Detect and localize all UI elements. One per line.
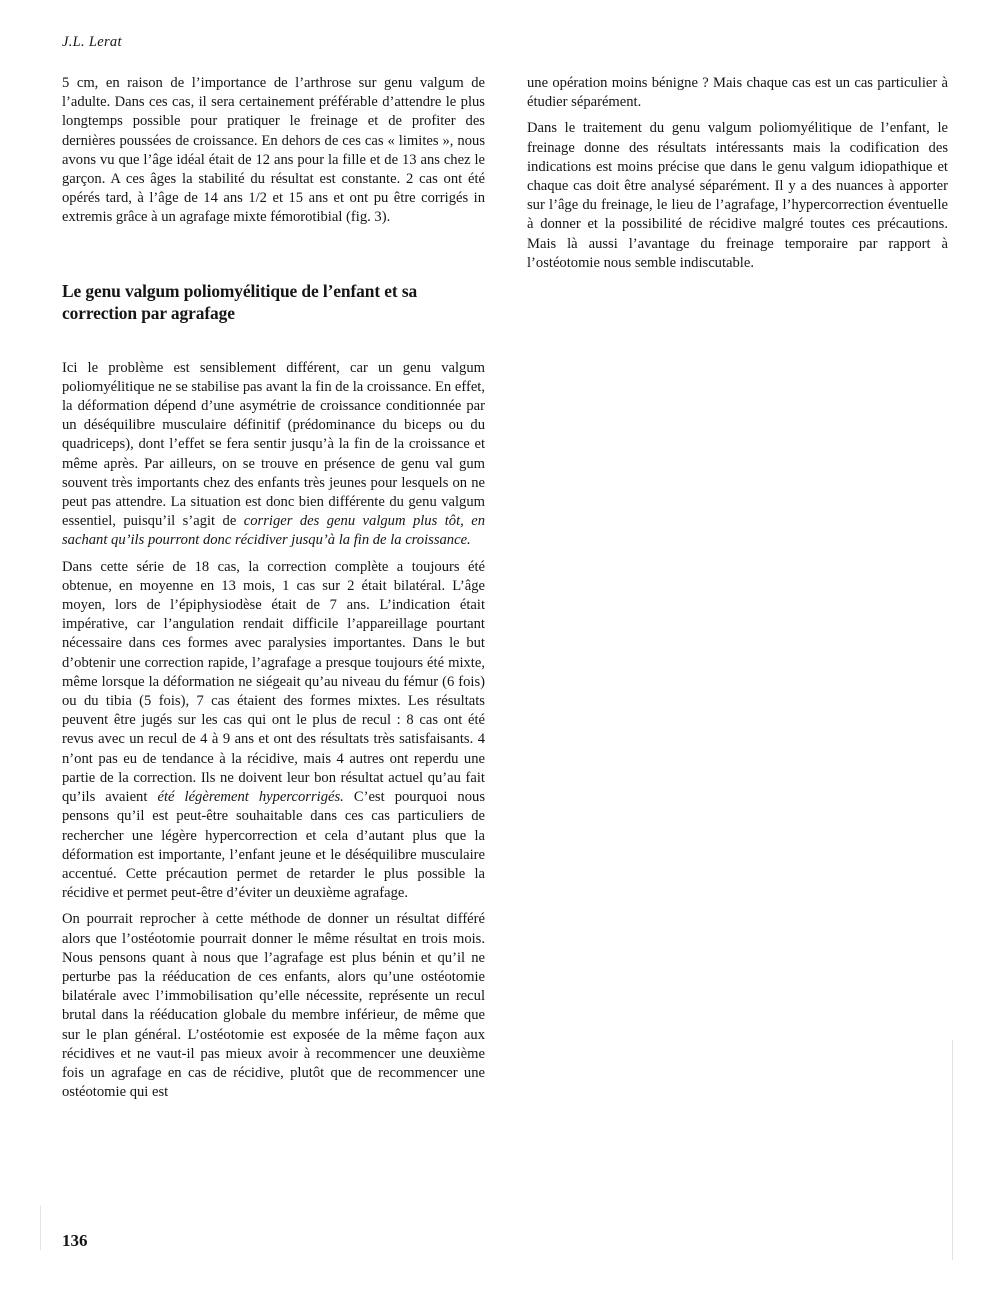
- left-paragraph-2-text: Dans cette série de 18 cas, la correction complète a toujours été obtenue, en moyenne en 13 mois, 1 cas sur 2 était bilatéral. L’âge moyen, lors de l’épiphysiodèse était de 7 ans. L’indication était impérative, car l’angulation rendait difficile l’appareillage pourtant nécessaire dans ces formes avec paralysies importantes. Dans le but d’obtenir une correction rapide, l’agrafage a presque toujours été mixte, même lorsque la déformation ne siégeait qu’au niveau du fémur (6 fois) ou du tibia (5 fois), 7 cas étaient des formes mixtes. Les résultats peuvent être jugés sur les cas qui ont le plus de recul : 8 cas ont été revus avec un recul de 4 à 9 ans et ont des résultats très satisfaisants. 4 n’ont pas eu de tendance à la récidive, mais 4 autres ont reperdu une partie de la correction. Ils ne doivent leur bon résultat actuel qu’au fait qu’ils avaient: [62, 558, 485, 806]
- page-number: 136: [62, 1231, 88, 1250]
- left-paragraph-1-text: Ici le problème est sensiblement différent, car un genu valgum poliomyélitique ne se stabilise pas avant la fin de la croissance. En effet, la déformation dépend d’une asymétrie de croissance conditionnée par un déséquilibre musculaire définitif (prédominance du biceps ou du quadriceps), dont l’effet se fera sentir jusqu’à la fin de la croissance et même après. Par ailleurs, on se trouve en présence de genu val gum souvent très importants chez des enfants très jeunes pour lesquels on ne peut pas attendre. La situation est donc bien différente du genu valgum essentiel, puisqu’il s’agit de: [62, 359, 485, 530]
- left-paragraph-2-text-after: C’est pourquoi nous pensons qu’il est peut-être souhaitable dans ces cas particuliers de rechercher une légère hypercorrection et cela d’autant plus que la déformation est importante, l’enfant jeune et le déséquilibre musculaire accentué. Cette précaution permet de retarder le plus possible la récidive et permet peut-être d’éviter un deuxième agrafage.: [62, 789, 485, 902]
- scan-fold-line-left: [40, 1205, 41, 1250]
- right-column: [527, 74, 948, 273]
- intro-paragraph: 5 cm, en raison de l’importance de l’arthrose sur genu valgum de l’adulte. Dans ces cas, il sera certainement préférable d’attendre le plus longtemps possible pour pratiquer le freinage et de profiter des dernières poussées de croissance. En dehors de ces cas « limites », nous avons vu que l’âge idéal était de 12 ans pour la fille et de 13 ans chez le garçon. A ces âges la stabilité du résultat est constante. 2 cas ont été opérés tard, à l’âge de 14 ans 1/2 et 15 ans et ont pu être corrigés in extremis grâce à un agrafage mixte fémorotibial (fig. 3).: [62, 75, 485, 226]
- section-heading: Le genu valgum poliomyélitique de l’enfant et sa correction par agrafage: [62, 280, 418, 323]
- left-paragraph-2: [62, 558, 485, 904]
- left-paragraph-2-italic: été légèrement hypercorrigés.: [157, 789, 344, 806]
- left-column: [62, 74, 485, 1102]
- scan-fold-line: [952, 1040, 953, 1260]
- right-paragraph-1: une opération moins bénigne ? Mais chaque cas est un cas particulier à étudier séparément.: [527, 75, 948, 111]
- left-paragraph-3: On pourrait reprocher à cette méthode de donner un résultat différé alors que l’ostéotomie pourrait donner le même résultat en trois mois. Nous pensons quant à nous que l’agrafage est plus bénin et qu’il ne perturbe pas la rééducation de ces enfants, alors qu’une ostéotomie bilatérale avec l’immobilisation qu’elle nécessite, représente un recul brutal dans la rééducation globale du membre inférieur, de même que sur le plan général. L’ostéotomie est exposée de la même façon aux récidives et ne vaut-il pas mieux avoir à recommencer une deuxième fois un agrafage en cas de récidive, plutôt que de recommencer une ostéotomie qui est: [62, 911, 485, 1101]
- left-paragraph-1-italic: corriger des genu valgum plus tôt, en sachant qu’ils pourront donc récidiver jusqu’à la fin de la croissance.: [62, 513, 485, 549]
- left-paragraph-1: [62, 359, 485, 551]
- right-paragraph-2: Dans le traitement du genu valgum poliomyélitique de l’enfant, le freinage donne des résultats intéressants mais la codification des indications est moins précise que dans le genu valgum idiopathique et chaque cas doit être analysé séparément. Il y a des nuances à apporter sur l’âge du freinage, le lieu de l’agrafage, l’hypercorrection éventuelle à donner et la possibilité de récidive malgré toutes ces précautions. Mais là aussi l’avantage du freinage temporaire par rapport à l’ostéotomie nous semble indiscutable.: [527, 120, 948, 271]
- running-head-author: J.L. Lerat: [62, 34, 122, 50]
